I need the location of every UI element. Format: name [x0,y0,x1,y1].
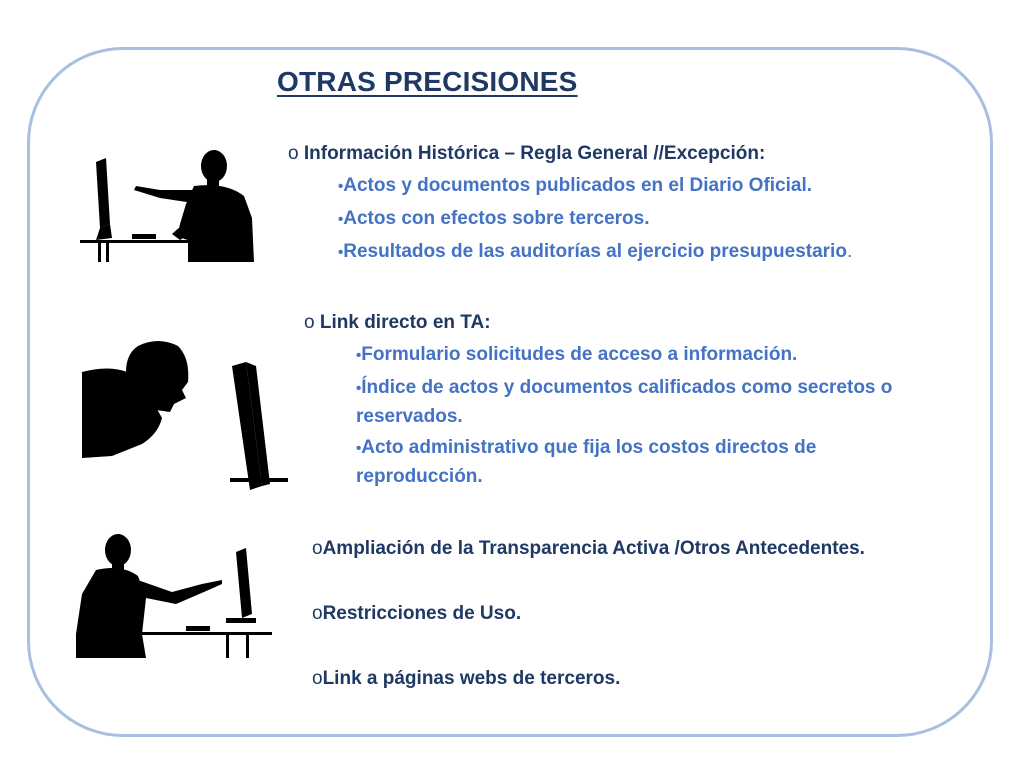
bullet-item [338,205,649,234]
list-item [312,600,521,628]
list-item-text: Link a páginas webs de terceros. [322,668,621,689]
man-leaning-toward-monitor-icon [82,338,292,490]
list-item-text: Ampliación de la Transparencia Activa /Otros Antecedentes. [322,538,865,559]
bullet-marker: • [338,244,344,261]
bullet-item [356,374,936,431]
bullet-marker: • [338,211,344,228]
ring-marker: o [312,538,323,559]
man-pointing-at-screen-icon [76,534,272,658]
bullet-item [356,341,797,370]
section-heading-text: Información Histórica – Regla General //Excepción: [303,143,766,164]
ring-marker: o [304,312,315,333]
bullet-text: Resultados de las auditorías al ejercicio presupuestario [343,241,847,262]
bullet-marker: • [356,380,362,397]
bullet-item [338,172,812,201]
ring-marker: o [288,143,299,164]
bullet-text: Acto administrativo que fija los costos directos de reproducción. [356,437,817,487]
section-heading-link-directo [304,309,491,337]
trailing-period: . [846,241,853,262]
bullet-item [356,434,856,491]
bullet-marker: • [356,440,362,457]
bullet-text: Formulario solicitudes de acceso a información. [361,344,798,365]
ring-marker: o [312,603,323,624]
bullet-text: Actos y documentos publicados en el Diario Oficial. [343,175,813,196]
section-heading-text: Link directo en TA: [319,312,491,333]
bullet-marker: • [338,178,344,195]
bullet-text: Índice de actos y documentos calificados como secretos o reservados. [356,377,893,427]
ring-marker: o [312,668,323,689]
list-item [312,665,620,693]
slide-title: OTRAS PRECISIONES [277,66,578,97]
bullet-item [338,238,852,267]
list-item-text: Restricciones de Uso. [322,603,522,624]
bullet-marker: • [356,347,362,364]
man-pointing-at-monitor-icon [76,148,258,262]
bullet-text: Actos con efectos sobre terceros. [343,208,650,229]
list-item [312,535,865,563]
section-heading-historica [288,140,765,168]
